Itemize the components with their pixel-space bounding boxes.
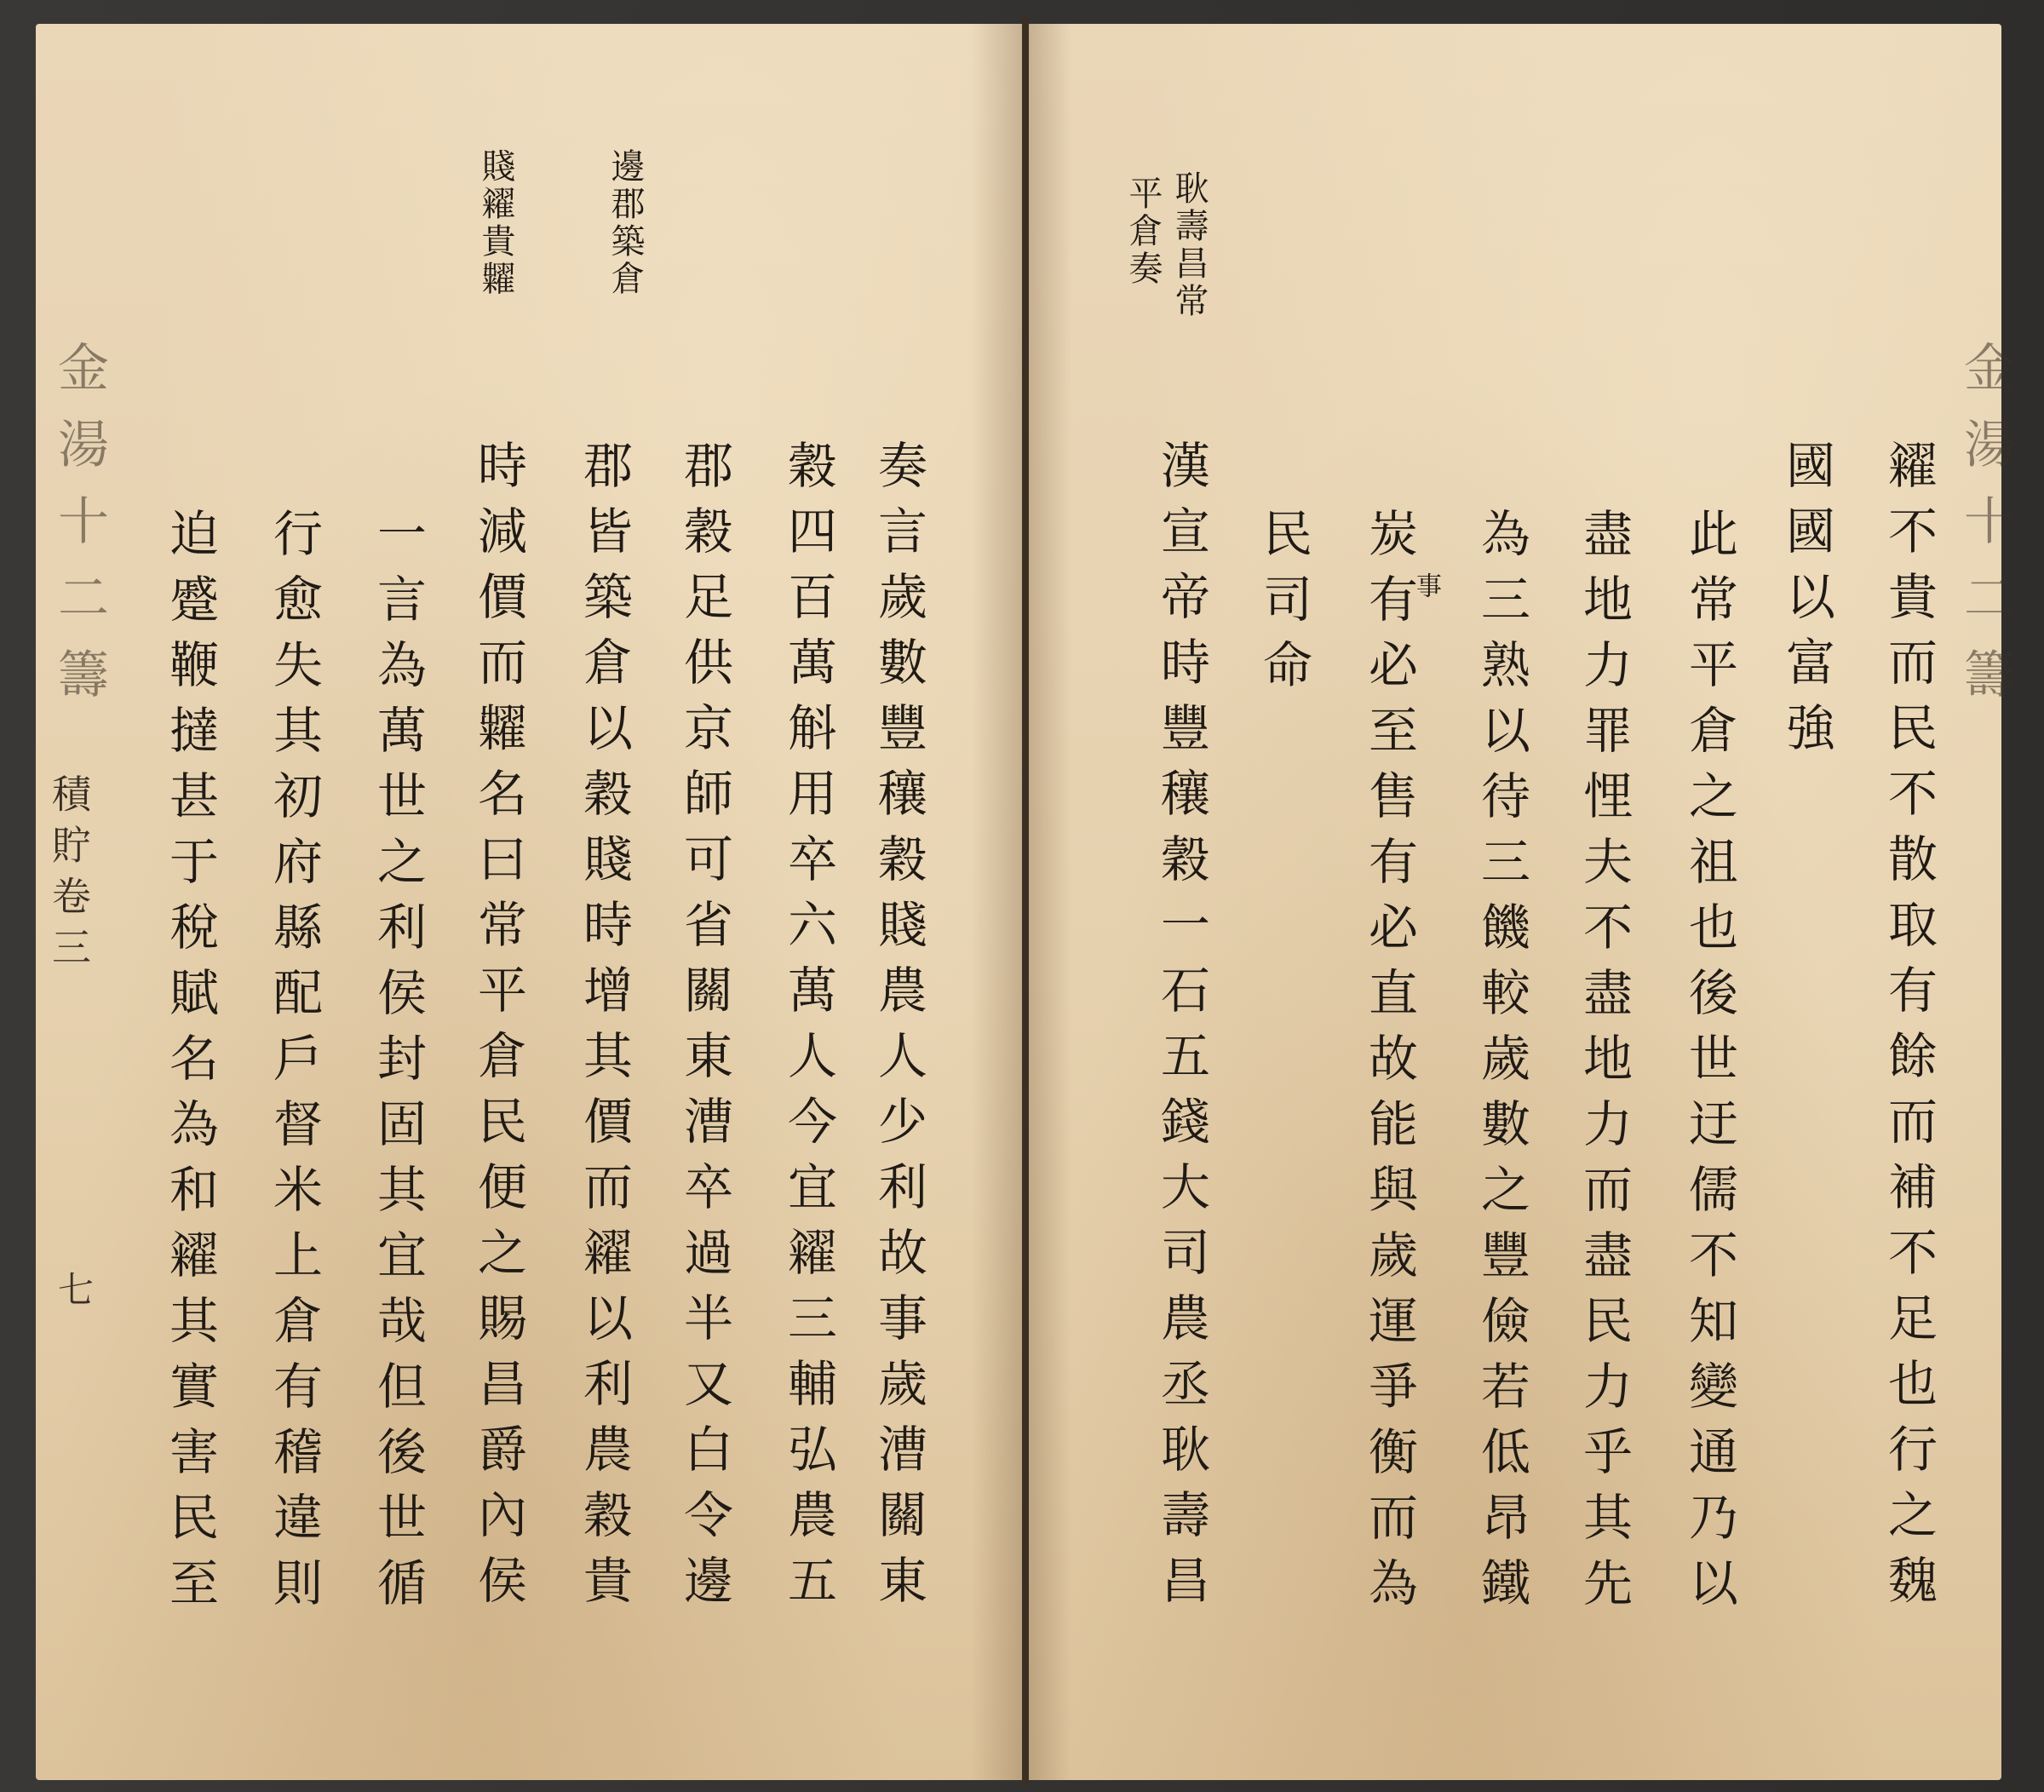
text-column-3: 此常平倉之祖也後世迂儒不知變通乃以 <box>1680 508 1738 1623</box>
text-column-1: 奏言歲數豐穰穀賤農人少利故事歲漕關東 <box>870 439 927 1620</box>
text-column-6: 一言為萬世之利侯封固其宜哉但後世循 <box>369 508 427 1623</box>
right-bleed-title: 金湯十二籌 <box>1955 341 2015 724</box>
text-column-3: 郡穀足供京師可省關東漕卒過半又白令邊 <box>675 439 733 1620</box>
page-gutter-shadow <box>971 24 1022 1780</box>
header-note-geng-shouchang: 耿壽昌常 <box>1169 170 1209 320</box>
text-column-7: 行愈失其初府縣配戶督米上倉有稽違則 <box>265 508 323 1623</box>
inline-annotation: 事 <box>1411 572 1441 598</box>
folio-label: 積貯卷三 <box>46 773 92 978</box>
left-bleed-title: 金湯十二籌 <box>49 341 109 724</box>
header-note-buy-sell: 賤糴貴糶 <box>476 148 515 298</box>
page-gutter-shadow <box>1029 24 1071 1780</box>
header-note-border-granary: 邊郡築倉 <box>606 148 645 298</box>
left-page <box>36 24 1022 1780</box>
page-number: 七 <box>53 1271 95 1307</box>
text-column-4: 郡皆築倉以穀賤時增其價而糴以利農穀貴 <box>575 439 633 1620</box>
text-column-4: 盡地力罪悝夫不盡地力而盡民力乎其先 <box>1575 508 1633 1623</box>
text-column-6: 炭有必至售有必直故能與歲運爭衡而為 <box>1360 508 1418 1623</box>
text-column-2: 國國以富強 <box>1777 439 1835 767</box>
header-note-memorial: 平倉奏 <box>1123 175 1163 288</box>
book-spine <box>1022 17 1029 1785</box>
text-column-5: 時減價而糶名曰常平倉民便之賜昌爵內侯 <box>469 439 527 1620</box>
text-column-8: 迫蹙鞭撻甚于稅賦名為和糴其實害民至 <box>161 508 219 1623</box>
text-column-7: 民司命 <box>1255 508 1312 704</box>
text-column-1: 糴不貴而民不散取有餘而補不足也行之魏 <box>1880 439 1938 1620</box>
text-column-8: 漢宣帝時豐穰穀一石五錢大司農丞耿壽昌 <box>1152 439 1210 1620</box>
right-page <box>1029 24 2015 1780</box>
text-column-5: 為三熟以待三饑較歲數之豐儉若低昂鐵 <box>1473 508 1530 1623</box>
text-column-2: 穀四百萬斛用卒六萬人今宜糴三輔弘農五 <box>779 439 837 1620</box>
